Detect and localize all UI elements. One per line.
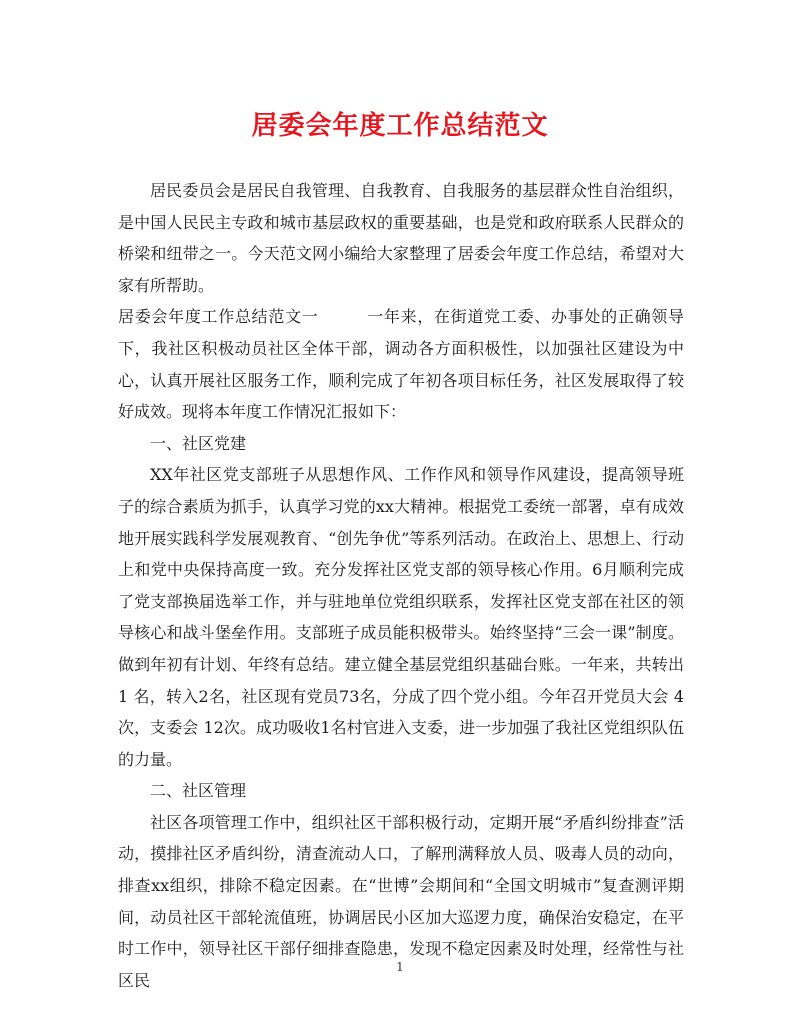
heading-party-building: 一、社区党建 [150,433,247,453]
document-title: 居委会年度工作总结范文 [251,111,549,141]
intro-paragraph: 居民委员会是居民自我管理、自我教育、自我服务的基层群众性自治组织，是中国人民民主专政和城市基层政权的重要基础，也是党和政府联系人民群众的桥梁和纽带之一。今天范文网小编给大家整理了居委会年度工作总结，希望对大家有所帮助。 [118,181,684,295]
page-number: 1 [396,960,404,974]
community-management-paragraph: 社区各项管理工作中，组织社区干部积极行动，定期开展“矛盾纠纷排查”活动，摸排社区矛盾纠纷，清查流动人口，了解刑满释放人员、吸毒人员的动向，排查xx组织，排除不稳定因素。在“世博”会期间和“全国文明城市”复查测评期间，动员社区干部轮流值班，协调居民小区加大巡逻力度，确保治安稳定，在平时工作中，领导社区干部仔细排查隐患，发现不稳定因素及时处理，经常性与社区民 [118,812,684,990]
document-body [118,175,684,996]
section-label: 居委会年度工作总结范文一 [118,307,319,327]
party-building-paragraph: XX年社区党支部班子从思想作风、工作作风和领导作风建设，提高领导班子的综合素质为抓手，认真学习党的xx大精神。根据党工委统一部署，卓有成效地开展实践科学发展观教育、“创先争优”等系列活动。在政治上、思想上、行动上和党中央保持高度一致。充分发挥社区党支部的领导核心作用。6月顺利完成了党支部换届选举工作，并与驻地单位党组织联系，发挥社区党支部在社区的领导核心和战斗堡垒作用。支部班子成员能积极带头。始终坚持“三会一课”制度。做到年初有计划、年终有总结。建立健全基层党组织基础台账。一年来，共转出 1 名，转入2名，社区现有党员73名，分成了四个党小组。今年召开党员大会 4次，支委会 12次。成功吸收1名村官进入支委，进一步加强了我社区党组织队伍的力量。 [118,465,684,769]
heading-community-management: 二、社区管理 [150,781,247,801]
section-intro-text: 一年来，在街道党工委、办事处的正确领导下，我社区积极动员社区全体干部，调动各方面积极性，以加强社区建设为中心，认真开展社区服务工作，顺利完成了年初各项目标任务，社区发展取得了较好成效。现将本年度工作情况汇报如下： [118,307,684,422]
section-intro-paragraph [118,301,684,427]
